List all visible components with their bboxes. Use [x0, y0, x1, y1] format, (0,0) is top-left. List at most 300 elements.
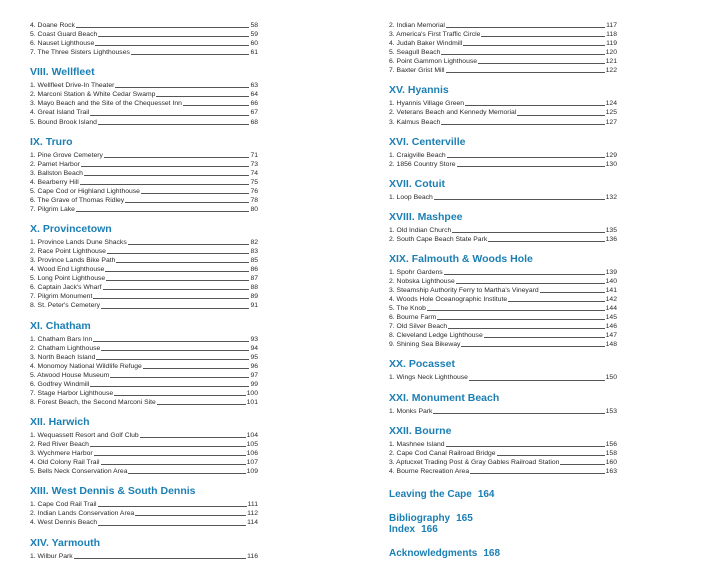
toc-entry-page-number: 107 — [246, 459, 258, 467]
toc-entry-label: 1. Hyannis Village Green — [389, 100, 465, 108]
leader-line — [517, 115, 604, 116]
toc-entry-page-number: 163 — [605, 467, 617, 475]
toc-entry-page-number: 93 — [250, 335, 258, 343]
leader-line — [98, 36, 249, 37]
toc-entry-page-number: 132 — [605, 193, 617, 201]
toc-entry[interactable] — [30, 81, 258, 90]
toc-entry-label: 2. 1856 Country Store — [389, 160, 456, 168]
toc-entry[interactable] — [389, 151, 617, 160]
leader-line — [101, 464, 246, 465]
toc-entry[interactable] — [30, 265, 258, 274]
leader-line — [96, 359, 249, 360]
toc-entry[interactable] — [30, 458, 258, 467]
toc-entry[interactable] — [389, 118, 617, 127]
toc-entry-label: 1. Province Lands Dune Shacks — [30, 239, 127, 246]
toc-entry-label: 5. Long Point Lighthouse — [30, 275, 106, 283]
leader-line — [446, 72, 605, 73]
leader-line — [128, 244, 250, 245]
leader-line — [98, 124, 250, 125]
leader-line — [74, 558, 246, 559]
toc-entry[interactable] — [389, 458, 617, 467]
toc-entry-page-number: 136 — [605, 235, 617, 243]
leader-line — [441, 54, 604, 55]
toc-entry-page-number: 117 — [606, 22, 617, 29]
acknowledgments-entry-label: Acknowledgments — [389, 547, 478, 559]
toc-entry[interactable] — [30, 205, 258, 214]
toc-entry-label: 8. Forest Beach, the Second Marconi Site — [30, 398, 156, 406]
toc-entry[interactable] — [30, 238, 258, 247]
leader-line — [560, 464, 604, 465]
toc-entry-label: 3. America's First Traffic Circle — [389, 31, 481, 39]
toc-entry-page-number: 147 — [605, 332, 617, 340]
toc-section — [389, 392, 617, 416]
toc-entry-page-number: 67 — [250, 109, 258, 117]
section-heading[interactable]: XIX. Falmouth & Woods Hole — [389, 252, 533, 265]
toc-entry-label: 7. Pilgrim Lake — [30, 205, 75, 213]
toc-entry[interactable] — [30, 353, 258, 362]
acknowledgments-entry[interactable] — [389, 548, 617, 559]
leader-line — [131, 54, 250, 55]
toc-entry-page-number: 158 — [605, 449, 617, 457]
toc-entry-page-number: 101 — [246, 398, 258, 406]
toc-entry-label: 5. Coast Guard Beach — [30, 31, 98, 39]
toc-entry-label: 2. South Cape Beach State Park — [389, 235, 488, 243]
toc-section — [389, 84, 617, 126]
toc-section — [30, 537, 258, 561]
toc-entry-page-number: 153 — [605, 407, 617, 415]
toc-entry-page-number: 142 — [605, 296, 617, 304]
toc-entry-label: 1. Spohr Gardens — [389, 268, 443, 276]
toc-entry-page-number: 96 — [250, 362, 258, 370]
toc-entry-page-number: 145 — [605, 314, 617, 322]
leader-line — [76, 211, 249, 212]
leader-line — [103, 289, 250, 290]
toc-entry[interactable] — [389, 277, 617, 286]
leader-line — [447, 157, 605, 158]
leader-line — [157, 404, 246, 405]
leader-line — [183, 105, 250, 106]
toc-entry[interactable] — [30, 283, 258, 292]
toc-entry-page-number: 78 — [250, 196, 258, 204]
toc-entry-page-number: 141 — [605, 287, 617, 294]
toc-entry-label: 1. Old Indian Church — [389, 226, 452, 234]
toc-entry-page-number: 124 — [605, 100, 617, 108]
toc-entry-page-number: 144 — [605, 305, 617, 313]
leader-line — [106, 280, 249, 281]
leaving-the-cape-entry-page-number: 164 — [477, 488, 495, 500]
toc-entry-page-number: 116 — [247, 552, 258, 560]
toc-entry[interactable] — [389, 304, 617, 313]
section-heading[interactable]: XI. Chatham — [30, 319, 91, 332]
toc-entry[interactable] — [30, 509, 258, 518]
index-entry-label: Index — [389, 523, 416, 535]
toc-entry-label: 4. Judah Baker Windmill — [389, 40, 463, 48]
leader-line — [128, 473, 245, 474]
toc-entry-label: 7. The Three Sisters Lighthouses — [30, 49, 130, 57]
toc-entry[interactable] — [30, 247, 258, 256]
section-heading[interactable]: XIII. West Dennis & South Dennis — [30, 485, 196, 498]
toc-entry-page-number: 94 — [250, 344, 258, 352]
toc-entry[interactable] — [389, 66, 617, 75]
toc-entry-label: 3. Wychmere Harbor — [30, 450, 93, 458]
toc-entry-page-number: 127 — [605, 118, 617, 126]
toc-entry[interactable] — [389, 57, 617, 66]
toc-entry-page-number: 73 — [250, 160, 258, 168]
toc-entry-page-number: 97 — [250, 371, 258, 379]
leader-line — [84, 175, 250, 176]
toc-entry-page-number: 99 — [250, 380, 258, 388]
toc-entry-page-number: 64 — [250, 91, 258, 99]
leader-line — [93, 298, 249, 299]
leader-line — [484, 337, 605, 338]
toc-entry[interactable] — [30, 21, 258, 30]
left-page-column — [30, 21, 258, 561]
toc-entry[interactable] — [30, 344, 258, 353]
toc-entry[interactable] — [389, 449, 617, 458]
section-heading[interactable]: XXI. Monument Beach — [389, 391, 500, 404]
toc-entry-page-number: 85 — [250, 257, 258, 265]
leader-line — [135, 515, 246, 516]
toc-entry[interactable] — [30, 160, 258, 169]
toc-entry-label: 2. Pamet Harbor — [30, 160, 80, 168]
toc-entry[interactable] — [30, 440, 258, 449]
toc-entry-label: 5. Bound Brook Island — [30, 118, 97, 126]
leader-line — [94, 455, 246, 456]
toc-entry-label: 1. Monks Park — [389, 407, 433, 415]
toc-entry-page-number: 95 — [250, 353, 258, 361]
toc-entry-page-number: 82 — [250, 239, 258, 246]
toc-entry-label: 4. Monomoy National Wildlife Refuge — [30, 362, 142, 370]
toc-entry-page-number: 58 — [250, 22, 258, 29]
toc-entry-page-number: 80 — [250, 205, 258, 213]
toc-section — [30, 223, 258, 311]
toc-entry-label: 2. Veterans Beach and Kennedy Memorial — [389, 109, 517, 117]
toc-entry-page-number: 135 — [605, 226, 617, 234]
section-heading[interactable]: XVI. Centerville — [389, 135, 466, 148]
toc-entry-label: 5. Atwood House Museum — [30, 371, 110, 379]
toc-entry-label: 2. Cape Cod Canal Railroad Bridge — [389, 449, 496, 457]
section-heading[interactable]: X. Provincetown — [30, 223, 112, 235]
toc-entry[interactable] — [389, 39, 617, 48]
toc-entry[interactable] — [389, 48, 617, 57]
leader-line — [456, 283, 605, 284]
right-page-column — [389, 21, 617, 559]
toc-entry-page-number: 160 — [605, 458, 617, 466]
toc-entry[interactable] — [30, 371, 258, 380]
toc-entry-label: 7. Baxter Grist Mill — [389, 67, 445, 75]
toc-section — [389, 253, 617, 350]
leader-line — [81, 166, 250, 167]
toc-entry[interactable] — [389, 440, 617, 449]
leader-line — [101, 350, 249, 351]
toc-entry-page-number: 61 — [250, 49, 258, 57]
toc-entry-label: 2. Marconi Station & White Cedar Swamp — [30, 91, 156, 99]
toc-entry-label: 4. Great Island Trail — [30, 109, 90, 117]
leaving-the-cape-entry[interactable] — [389, 489, 617, 500]
toc-entry-page-number: 130 — [605, 160, 617, 168]
leader-line — [98, 506, 247, 507]
toc-entry[interactable] — [30, 256, 258, 265]
toc-entry[interactable] — [30, 39, 258, 48]
toc-entry[interactable] — [389, 467, 617, 476]
toc-entry-page-number: 76 — [250, 187, 258, 195]
toc-entry[interactable] — [30, 90, 258, 99]
toc-entry-page-number: 129 — [605, 151, 617, 159]
toc-section — [30, 485, 258, 527]
back-matter-acknowledgments — [389, 548, 617, 559]
toc-entry[interactable] — [30, 196, 258, 205]
toc-entry[interactable] — [389, 295, 617, 304]
toc-section — [389, 358, 617, 382]
toc-section — [30, 416, 258, 476]
toc-entry-label: 2. Race Point Lighthouse — [30, 248, 106, 256]
toc-entry[interactable] — [30, 380, 258, 389]
leader-line — [469, 380, 605, 381]
toc-entry[interactable] — [389, 160, 617, 169]
toc-entry-label: 1. Wellfleet Drive-In Theater — [30, 82, 115, 90]
toc-entry-label: 7. Old Silver Beach — [389, 323, 448, 331]
toc-entry[interactable] — [30, 301, 258, 310]
toc-entry-label: 6. Nauset Lighthouse — [30, 40, 95, 48]
toc-entry[interactable] — [389, 21, 617, 30]
toc-entry-page-number: 89 — [250, 293, 258, 301]
toc-entry[interactable] — [389, 286, 617, 295]
toc-entry-page-number: 71 — [250, 151, 258, 159]
leader-line — [508, 301, 605, 302]
toc-entry[interactable] — [389, 407, 617, 416]
toc-entry-page-number: 66 — [250, 100, 258, 108]
toc-entry[interactable] — [389, 313, 617, 322]
toc-entry-label: 4. Wood End Lighthouse — [30, 266, 105, 274]
toc-entry[interactable] — [30, 48, 258, 57]
leader-line — [427, 310, 605, 311]
toc-entry-label: 3. Province Lands Bike Path — [30, 257, 116, 265]
leader-line — [101, 308, 249, 309]
toc-entry-label: 9. Shining Sea Bikeway — [389, 341, 461, 349]
toc-entry-page-number: 140 — [605, 277, 617, 285]
toc-entry[interactable] — [389, 322, 617, 331]
section-heading[interactable]: XX. Pocasset — [389, 358, 455, 371]
section-heading[interactable]: XIV. Yarmouth — [30, 536, 101, 549]
toc-entry[interactable] — [389, 340, 617, 349]
toc-entry-page-number: 74 — [250, 169, 258, 177]
leader-line — [437, 319, 604, 320]
bibliography-entry[interactable] — [389, 513, 617, 524]
toc-entry-label: 3. Mayo Beach and the Site of the Chequesset Inn — [30, 100, 182, 108]
index-entry-page-number: 166 — [421, 523, 438, 535]
toc-entry-label: 1. Wequassett Resort and Golf Club — [30, 432, 139, 439]
toc-entry[interactable] — [30, 389, 258, 398]
toc-entry[interactable] — [30, 431, 258, 440]
toc-entry[interactable] — [30, 30, 258, 39]
leader-line — [488, 241, 604, 242]
toc-entry[interactable] — [30, 187, 258, 196]
toc-entry-label: 6. Godfrey Windmill — [30, 380, 90, 388]
toc-entry[interactable] — [30, 151, 258, 160]
toc-entry-page-number: 150 — [605, 374, 617, 382]
leader-line — [107, 253, 249, 254]
leader-line — [93, 341, 249, 342]
toc-entry-label: 8. Cleveland Ledge Lighthouse — [389, 332, 483, 340]
toc-entry-page-number: 106 — [246, 450, 258, 458]
toc-entry[interactable] — [389, 193, 617, 202]
toc-entry-label: 1. Wilbur Park — [30, 552, 73, 560]
leader-line — [540, 292, 605, 293]
leader-line — [446, 27, 605, 28]
toc-entry-label: 7. Stage Harbor Lighthouse — [30, 389, 114, 397]
toc-entry[interactable] — [30, 99, 258, 108]
toc-entry-page-number: 118 — [606, 31, 617, 39]
toc-entry-label: 1. Wings Neck Lighthouse — [389, 374, 468, 382]
toc-entry-page-number: 60 — [250, 40, 258, 48]
leader-line — [434, 199, 605, 200]
toc-entry-page-number: 114 — [247, 519, 258, 527]
bibliography-entry-page-number: 165 — [456, 512, 473, 524]
toc-entry-label: 1. Pine Grove Cemetery — [30, 151, 103, 159]
toc-entry[interactable] — [389, 373, 617, 382]
toc-entry[interactable] — [30, 169, 258, 178]
toc-entry-page-number: 121 — [605, 58, 617, 66]
toc-entry-page-number: 119 — [606, 40, 617, 48]
toc-entry-label: 4. Woods Hole Oceanographic Institute — [389, 296, 508, 304]
toc-entry-label: 5. The Knob — [389, 305, 426, 313]
toc-entry-page-number: 83 — [250, 248, 258, 256]
leader-line — [90, 115, 249, 116]
toc-entry[interactable] — [389, 331, 617, 340]
leader-line — [114, 395, 246, 396]
leader-line — [497, 455, 605, 456]
toc-entry[interactable] — [30, 518, 258, 527]
toc-section — [389, 425, 617, 476]
toc-entry-label: 2. Nobska Lighthouse — [389, 277, 455, 285]
toc-entry[interactable] — [389, 99, 617, 108]
leader-line — [446, 446, 605, 447]
leader-line — [80, 184, 250, 185]
toc-section — [30, 66, 258, 126]
toc-entry-label: 1. Craigville Beach — [389, 151, 446, 159]
leader-line — [448, 328, 604, 329]
toc-entry[interactable] — [30, 552, 258, 561]
index-entry[interactable] — [389, 524, 617, 535]
toc-entry[interactable] — [30, 398, 258, 407]
toc-section — [389, 178, 617, 202]
section-heading[interactable]: XII. Harwich — [30, 416, 90, 428]
toc-entry-label: 2. Indian Lands Conservation Area — [30, 510, 135, 518]
back-matter-leaving — [389, 489, 617, 500]
toc-entry[interactable] — [30, 178, 258, 187]
toc-entry[interactable] — [30, 108, 258, 117]
toc-entry[interactable] — [30, 292, 258, 301]
toc-entry-page-number: 122 — [605, 67, 617, 75]
leader-line — [444, 274, 605, 275]
back-matter-references — [389, 513, 617, 535]
leader-line — [104, 157, 250, 158]
leader-line — [465, 105, 605, 106]
toc-entry[interactable] — [30, 362, 258, 371]
toc-entry-label: 5. Seagull Beach — [389, 49, 441, 57]
leader-line — [140, 437, 246, 438]
toc-entry[interactable] — [30, 118, 258, 127]
leader-line — [116, 262, 249, 263]
section-heading[interactable]: XVIII. Mashpee — [389, 210, 463, 223]
leader-line — [463, 45, 605, 46]
toc-entry-label: 4. Old Colony Rail Trail — [30, 459, 100, 467]
toc-section — [389, 136, 617, 169]
toc-entry[interactable] — [30, 449, 258, 458]
toc-entry-label: 4. Bourne Recreation Area — [389, 467, 470, 475]
toc-entry-label: 3. North Beach Island — [30, 353, 96, 361]
toc-entry-label: 3. Aptucxet Trading Post & Gray Gables Railroad Station — [389, 458, 560, 466]
toc-entry[interactable] — [389, 108, 617, 117]
toc-entry-page-number: 91 — [250, 302, 258, 310]
leader-line — [143, 368, 250, 369]
section-heading[interactable]: IX. Truro — [30, 135, 73, 148]
toc-section — [389, 211, 617, 244]
toc-entry-page-number: 156 — [605, 440, 617, 448]
toc-section — [30, 320, 258, 408]
toc-entry-label: 5. Bells Neck Conservation Area — [30, 468, 128, 476]
section-heading[interactable]: VIII. Wellfleet — [30, 66, 95, 79]
toc-entry[interactable] — [30, 335, 258, 344]
toc-entry-label: 4. Doane Rock — [30, 22, 75, 29]
toc-entry-page-number: 87 — [250, 275, 258, 283]
leader-line — [156, 96, 249, 97]
section-heading[interactable]: XVII. Cotuit — [389, 177, 445, 190]
toc-entry-page-number: 75 — [250, 178, 258, 186]
leader-line — [433, 413, 604, 414]
toc-entry-label: 1. Cape Cod Rail Trail — [30, 501, 97, 509]
leaving-the-cape-entry-label: Leaving the Cape — [389, 488, 472, 500]
toc-entry-label: 6. Point Gammon Lighthouse — [389, 58, 478, 66]
toc-entry[interactable] — [30, 467, 258, 476]
leader-line — [105, 271, 249, 272]
toc-entry-page-number: 139 — [605, 268, 617, 276]
toc-entry-page-number: 146 — [605, 323, 617, 331]
toc-entry[interactable] — [389, 30, 617, 39]
toc-entry[interactable] — [389, 226, 617, 235]
leader-line — [478, 63, 605, 64]
toc-entry-label: 5. Cape Cod or Highland Lighthouse — [30, 187, 140, 195]
toc-entry[interactable] — [30, 500, 258, 509]
toc-entry-label: 4. West Dennis Beach — [30, 519, 98, 527]
toc-entry-page-number: 88 — [250, 284, 258, 292]
toc-section — [30, 136, 258, 214]
toc-entry-label: 3. Kalmus Beach — [389, 118, 441, 126]
toc-entry[interactable] — [389, 235, 617, 244]
leader-line — [441, 124, 604, 125]
toc-entry-label: 1. Loop Beach — [389, 193, 433, 201]
acknowledgments-entry-page-number: 168 — [483, 547, 501, 559]
toc-entry-label: 6. Captain Jack's Wharf — [30, 284, 102, 292]
leader-line — [115, 87, 249, 88]
leader-line — [110, 377, 249, 378]
leader-line — [125, 202, 249, 203]
leader-line — [76, 27, 249, 28]
toc-entry-page-number: 104 — [246, 432, 258, 439]
toc-entry-label: 1. Mashnee Island — [389, 440, 445, 448]
toc-entry[interactable] — [389, 268, 617, 277]
toc-entry-label: 3. Steamship Authority Ferry to Martha's Vineyard — [389, 287, 539, 294]
toc-entry-page-number: 86 — [250, 266, 258, 274]
leader-line — [98, 525, 246, 526]
toc-entry[interactable] — [30, 274, 258, 283]
section-heading[interactable]: XV. Hyannis — [389, 84, 449, 97]
leader-line — [457, 166, 605, 167]
toc-entry-label: 2. Indian Memorial — [389, 22, 445, 29]
toc-entry-page-number: 59 — [250, 31, 258, 39]
toc-entry-page-number: 148 — [605, 341, 617, 349]
section-heading[interactable]: XXII. Bourne — [389, 424, 452, 437]
